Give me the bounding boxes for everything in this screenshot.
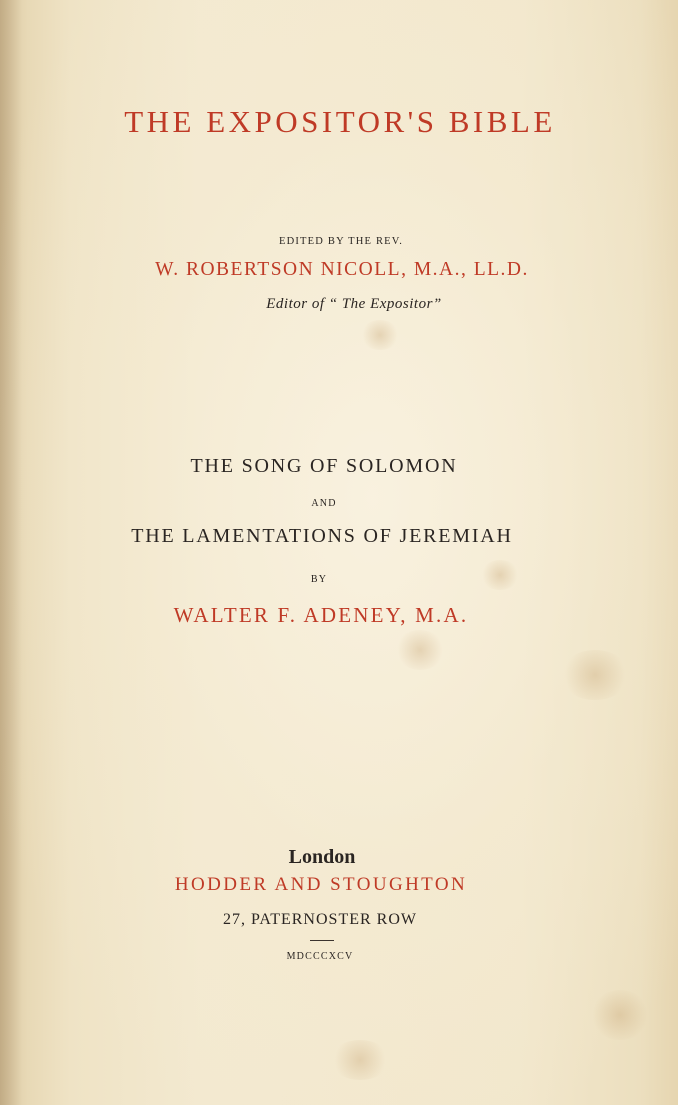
binding-shadow	[0, 0, 22, 1105]
editor-role: Editor of “ The Expositor”	[266, 296, 442, 312]
publisher-name: HODDER AND STOUGHTON	[174, 874, 468, 895]
editor-name: W. ROBERTSON NICOLL, M.A., LL.D.	[155, 259, 529, 280]
by-connector: BY	[310, 574, 328, 585]
foxing-spot	[560, 650, 630, 700]
publisher-address: 27, PATERNOSTER ROW	[223, 911, 417, 928]
and-connector: AND	[311, 498, 337, 509]
main-title: THE EXPOSITOR'S BIBLE	[124, 104, 556, 139]
foxing-spot	[330, 1040, 390, 1080]
foxing-spot	[395, 630, 445, 670]
edited-by-line: EDITED BY THE REV.	[278, 236, 404, 247]
author-name: WALTER F. ADENEY, M.A.	[173, 603, 469, 627]
book-title-lamentations: THE LAMENTATIONS OF JEREMIAH	[131, 525, 513, 547]
publication-year: MDCCCXCV	[286, 951, 354, 962]
book-title-song-of-solomon: THE SONG OF SOLOMON	[190, 455, 458, 477]
publication-place: London	[288, 846, 356, 868]
divider-rule	[310, 940, 334, 941]
foxing-spot	[360, 320, 400, 350]
foxing-spot	[590, 990, 650, 1040]
